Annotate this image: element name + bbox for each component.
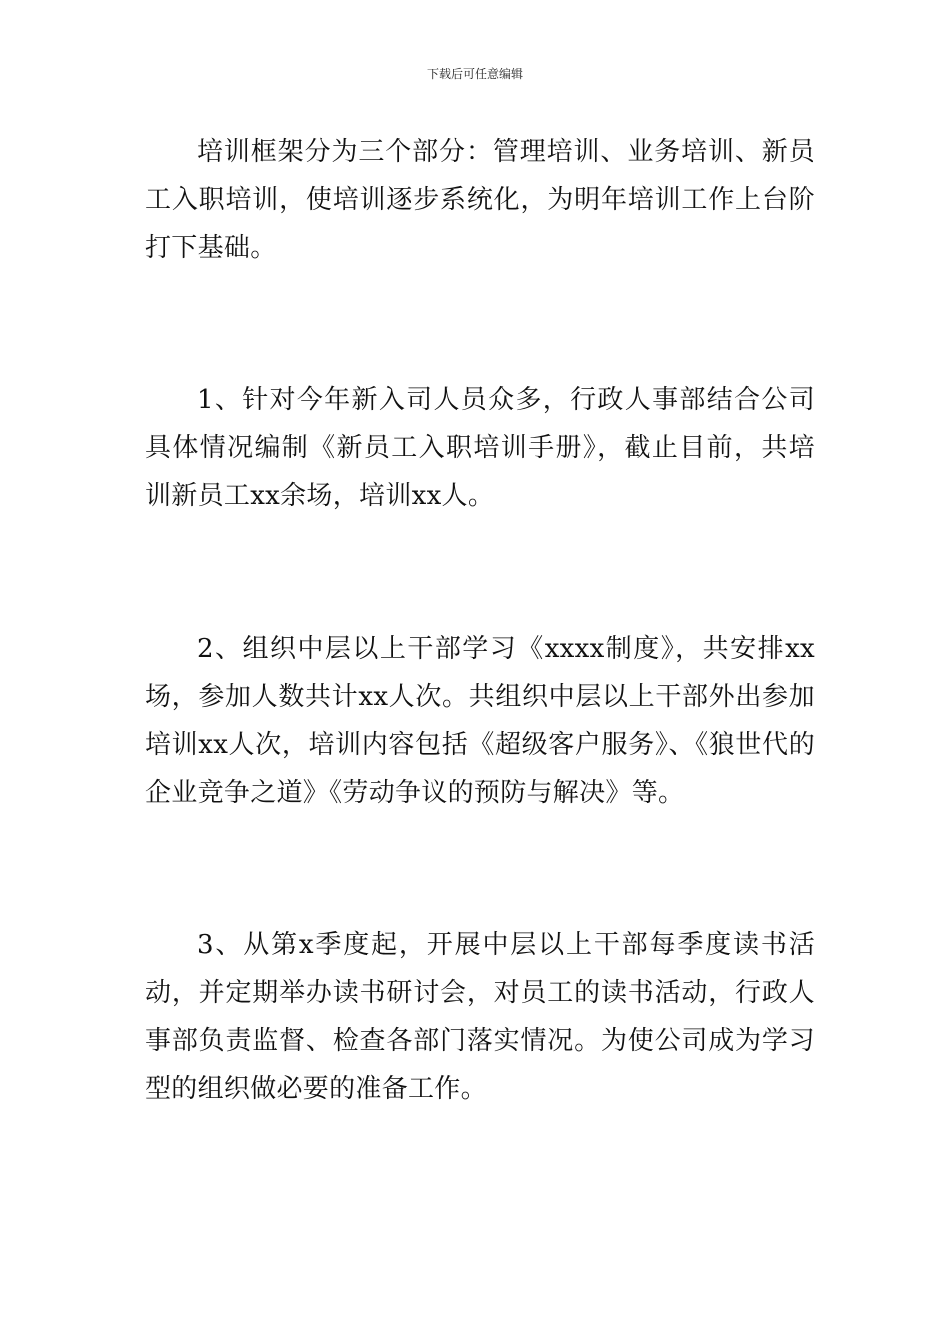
header-note: 下载后可任意编辑 bbox=[426, 67, 523, 81]
paragraph-new-employee-training: 1、针对今年新入司人员众多，行政人事部结合公司具体情况编制《新员工入职培训手册》，截止目前，共培训新员工xx余场，培训xx人。 bbox=[145, 385, 815, 511]
paragraph-reading-activity: 3、从第x季度起，开展中层以上干部每季度读书活动，并定期举办读书研讨会，对员工的读书活动，行政人事部负责监督、检查各部门落实情况。为使公司成为学习型的组织做必要的准备工作。 bbox=[145, 930, 815, 1104]
paragraph-management-training: 2、组织中层以上干部学习《xxxx制度》，共安排xx场，参加人数共计xx人次。共组织中层以上干部外出参加培训xx人次，培训内容包括《超级客户服务》、《狼世代的企业竞争之道》《劳动争议的预防与解决》等。 bbox=[145, 634, 815, 808]
paragraph-training-framework: 培训框架分为三个部分：管理培训、业务培训、新员工入职培训，使培训逐步系统化，为明年培训工作上台阶打下基础。 bbox=[145, 137, 815, 263]
